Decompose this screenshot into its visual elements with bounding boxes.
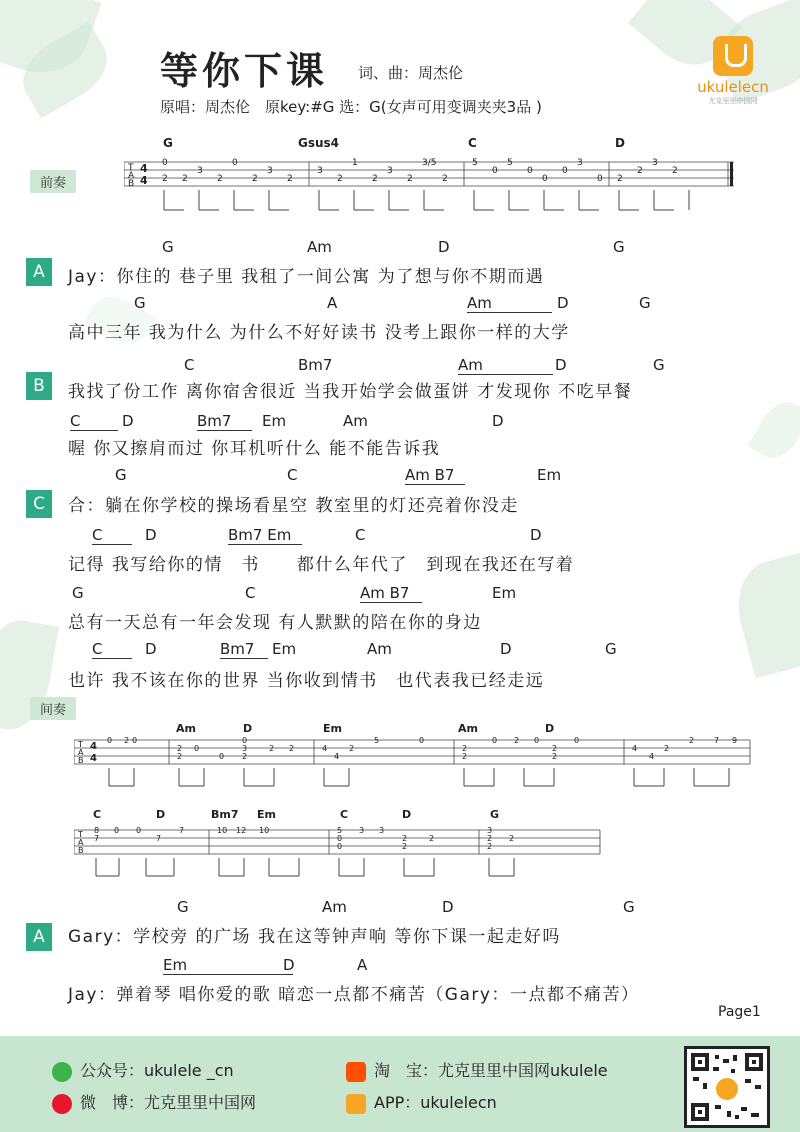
lyric-line: Gary：学校旁 的广场 我在这等钟声响 等你下课一起走好吗 [68, 927, 561, 947]
svg-text:0: 0 [337, 842, 343, 851]
svg-text:5: 5 [472, 158, 478, 168]
svg-text:3: 3 [317, 166, 323, 176]
svg-text:7: 7 [156, 834, 162, 843]
svg-text:4: 4 [322, 744, 328, 753]
svg-text:3/5: 3/5 [422, 158, 437, 168]
svg-text:0: 0 [597, 174, 603, 184]
lyric-line: 高中三年 我为什么 为什么不好好读书 没考上跟你一样的大学 [68, 323, 570, 343]
logo-name: ukulelecn [697, 78, 769, 96]
svg-text:2: 2 [402, 834, 408, 843]
svg-text:5: 5 [507, 158, 513, 168]
svg-text:2: 2 [637, 166, 643, 176]
chord-line: C Bm7 Am D G [184, 356, 665, 374]
svg-text:7: 7 [714, 736, 720, 745]
intro-label: 前奏 [30, 170, 76, 193]
credit-line: 词、曲：周杰伦 [358, 64, 464, 82]
svg-text:1: 1 [352, 158, 358, 168]
section-badge: A [26, 258, 52, 286]
qr-code[interactable] [684, 1046, 770, 1128]
svg-text:0: 0 [194, 744, 200, 753]
intro-chords: G Gsus4 C D [163, 136, 625, 150]
svg-text:2: 2 [372, 174, 378, 184]
svg-text:2: 2 [269, 744, 275, 753]
svg-text:2: 2 [552, 752, 558, 761]
svg-text:3: 3 [242, 744, 248, 753]
svg-text:4: 4 [334, 752, 340, 761]
svg-text:0: 0 [232, 158, 238, 168]
leaf-decoration [727, 552, 800, 679]
svg-text:2: 2 [552, 744, 558, 753]
svg-text:3: 3 [197, 166, 203, 176]
svg-text:3: 3 [577, 158, 583, 168]
interlude-tab-staff-2 [74, 826, 604, 880]
svg-text:T: T [78, 740, 83, 749]
lyric-line: Jay：你住的 巷子里 我租了一间公寓 为了想与你不期而遇 [68, 267, 545, 287]
svg-text:0: 0 [419, 736, 425, 745]
svg-text:2: 2 [402, 842, 408, 851]
svg-text:2: 2 [177, 744, 183, 753]
svg-text:2: 2 [429, 834, 435, 843]
svg-text:7: 7 [94, 834, 100, 843]
svg-text:5: 5 [337, 826, 343, 835]
lyric-line: 喔 你又擦肩而过 你耳机听什么 能不能告诉我 [68, 439, 441, 459]
svg-text:0: 0 [574, 736, 580, 745]
svg-text:10: 10 [217, 826, 228, 835]
svg-text:4: 4 [632, 744, 638, 753]
svg-text:2: 2 [182, 174, 188, 184]
lyric-line: 合：躺在你学校的操场看星空 教室里的灯还亮着你没走 [68, 496, 519, 516]
wechat-icon [52, 1062, 72, 1082]
svg-text:A: A [78, 748, 84, 757]
svg-text:0: 0 [492, 166, 498, 176]
section-badge: A [26, 923, 52, 951]
chord-line: G C Am B7 Em [115, 466, 562, 484]
chord-line: C D Bm7 Em Am D G [92, 640, 617, 658]
svg-text:2: 2 [287, 174, 293, 184]
svg-text:0: 0 [337, 834, 343, 843]
svg-text:2: 2 [162, 174, 168, 184]
svg-text:0: 0 [136, 826, 142, 835]
svg-text:10: 10 [259, 826, 270, 835]
svg-text:4: 4 [140, 174, 148, 187]
svg-text:2: 2 [672, 166, 678, 176]
ukulele-icon [713, 36, 753, 76]
svg-text:4: 4 [649, 752, 655, 761]
lyric-line: 记得 我写给你的情 书 都什么年代了 到现在我还在写着 [68, 555, 575, 575]
wechat-contact: 公众号：ukulele _cn [52, 1058, 234, 1082]
svg-text:8: 8 [94, 826, 100, 835]
taobao-icon [346, 1062, 366, 1082]
svg-text:0: 0 [542, 174, 548, 184]
svg-text:B: B [128, 179, 135, 189]
footer-bar [0, 1036, 800, 1132]
svg-text:T: T [128, 163, 134, 173]
svg-text:3: 3 [487, 826, 493, 835]
app-icon [346, 1094, 366, 1114]
svg-text:0: 0 [534, 736, 540, 745]
svg-text:2: 2 [617, 174, 623, 184]
svg-text:2: 2 [407, 174, 413, 184]
svg-text:2: 2 [462, 744, 468, 753]
svg-text:12: 12 [236, 826, 247, 835]
app-contact: APP：ukulelecn [346, 1090, 497, 1114]
svg-text:B: B [78, 846, 84, 855]
interlude-chords: Am D Em Am D [176, 722, 555, 735]
svg-text:3: 3 [379, 826, 385, 835]
intro-tab-staff [124, 156, 739, 216]
svg-text:2: 2 [337, 174, 343, 184]
svg-text:3: 3 [267, 166, 273, 176]
svg-text:2: 2 [487, 834, 493, 843]
svg-text:3: 3 [652, 158, 658, 168]
meta-line: 原唱：周杰伦 原key:#G 选：G(女声可用变调夹夹3品 ) [160, 98, 542, 116]
leaf-decoration [748, 394, 800, 466]
svg-text:2: 2 [124, 736, 130, 745]
svg-text:0: 0 [107, 736, 113, 745]
svg-text:3: 3 [387, 166, 393, 176]
svg-text:4: 4 [90, 753, 97, 764]
section-badge: B [26, 372, 52, 400]
svg-text:9: 9 [732, 736, 738, 745]
svg-text:2: 2 [514, 736, 520, 745]
weibo-icon [52, 1094, 72, 1114]
svg-text:0: 0 [162, 158, 168, 168]
svg-text:0: 0 [492, 736, 498, 745]
interlude-label: 间奏 [30, 697, 76, 720]
svg-text:3: 3 [359, 826, 365, 835]
chord-line: G Am D G [177, 898, 635, 916]
svg-text:2: 2 [349, 744, 355, 753]
svg-text:7: 7 [179, 826, 185, 835]
svg-text:2: 2 [509, 834, 515, 843]
lyric-line: 总有一天总有一年会发现 有人默默的陪在你的身边 [68, 613, 482, 633]
svg-text:2: 2 [689, 736, 695, 745]
svg-text:5: 5 [374, 736, 380, 745]
brand-logo [690, 36, 776, 106]
svg-text:2: 2 [217, 174, 223, 184]
svg-text:0: 0 [527, 166, 533, 176]
chord-line: C D Bm7 Em C D [92, 526, 542, 544]
svg-text:0: 0 [219, 752, 225, 761]
weibo-contact: 微 博：尤克里里中国网 [52, 1090, 256, 1114]
chord-line: C D Bm7 Em Am D [70, 412, 504, 430]
svg-text:A: A [128, 171, 135, 181]
section-badge: C [26, 490, 52, 518]
page-number: Page1 [718, 1004, 761, 1020]
chord-line: G A Am D G [134, 294, 651, 312]
svg-text:4: 4 [90, 741, 97, 752]
svg-text:0: 0 [242, 736, 248, 745]
interlude-chords: C D Bm7 Em C D G [93, 808, 500, 821]
svg-text:2: 2 [289, 744, 295, 753]
svg-text:2: 2 [442, 174, 448, 184]
svg-text:2: 2 [177, 752, 183, 761]
lyric-line: Jay：弹着琴 唱你爱的歌 暗恋一点都不痛苦（Gary：一点都不痛苦） [68, 985, 640, 1005]
svg-text:2: 2 [242, 752, 248, 761]
svg-text:2: 2 [487, 842, 493, 851]
logo-subtitle: 尤克里里中国网 [708, 97, 758, 105]
interlude-tab-staff-1 [74, 736, 754, 790]
svg-text:0: 0 [562, 166, 568, 176]
svg-text:0: 0 [114, 826, 120, 835]
svg-text:2: 2 [664, 744, 670, 753]
svg-text:B: B [78, 756, 84, 765]
song-title: 等你下课 [160, 48, 329, 93]
taobao-contact: 淘 宝：尤克里里中国网ukulele [346, 1058, 608, 1082]
chord-line: G Am D G [162, 238, 625, 256]
chord-line: G C Am B7 Em [72, 584, 517, 602]
svg-text:4: 4 [140, 162, 148, 175]
lyric-line: 我找了份工作 离你宿舍很近 当我开始学会做蛋饼 才发现你 不吃早餐 [68, 382, 633, 402]
svg-text:0: 0 [132, 736, 138, 745]
svg-text:A: A [78, 838, 84, 847]
svg-text:2: 2 [462, 752, 468, 761]
chord-line: Em D A [163, 956, 368, 974]
svg-text:2: 2 [252, 174, 258, 184]
lyric-line: 也许 我不该在你的世界 当你收到情书 也代表我已经走远 [68, 671, 545, 691]
svg-text:T: T [78, 830, 83, 839]
